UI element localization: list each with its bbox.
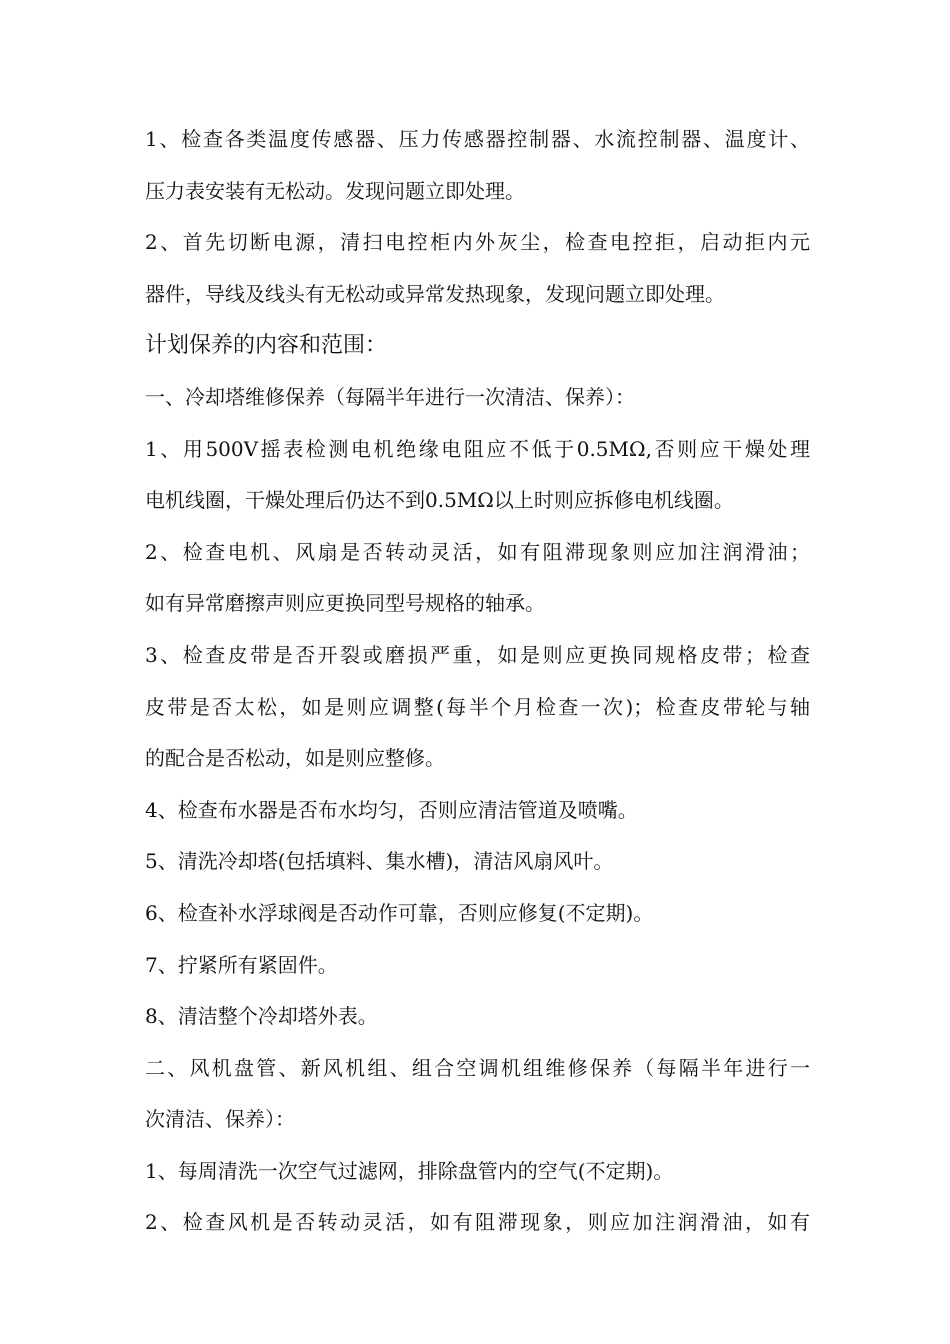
section-heading: 计划保养的内容和范围：: [145, 333, 388, 359]
paragraph-line: 次清洁、保养）：: [145, 1107, 295, 1132]
paragraph-line: 1、每周清洗一次空气过滤网，排除盘管内的空气(不定期)。: [145, 1158, 674, 1183]
paragraph-line: 1、检查各类温度传感器、压力传感器控制器、水流控制器、温度计、: [145, 127, 810, 151]
paragraph-line: 电机线圈，干燥处理后仍达不到0.5MΩ以上时则应拆修电机线圈。: [145, 488, 734, 513]
paragraph-line: 5、清洗冷却塔(包括填料、集水槽)，清洁风扇风叶。: [145, 849, 614, 874]
paragraph-line: 如有异常磨擦声则应更换同型号规格的轴承。: [145, 591, 545, 616]
paragraph-line: 皮带是否太松，如是则应调整(每半个月检查一次)；检查皮带轮与轴: [145, 694, 810, 719]
paragraph-line: 2、检查电机、风扇是否转动灵活，如有阻滞现象则应加注润滑油；: [145, 539, 810, 564]
paragraph-line: 4、检查布水器是否布水均匀，否则应清洁管道及喷嘴。: [145, 797, 638, 822]
paragraph-line: 3、检查皮带是否开裂或磨损严重，如是则应更换同规格皮带；检查: [145, 642, 810, 667]
paragraph-line: 1、用500V摇表检测电机绝缘电阻应不低于0.5MΩ,否则应干燥处理: [145, 436, 810, 461]
paragraph-line: 一、冷却塔维修保养（每隔半年进行一次清洁、保养）：: [145, 384, 635, 409]
paragraph-line: 2、检查风机是否转动灵活，如有阻滞现象，则应加注润滑油，如有: [145, 1210, 810, 1235]
paragraph-line: 二、风机盘管、新风机组、组合空调机组维修保养（每隔半年进行一: [145, 1055, 810, 1080]
paragraph-line: 压力表安装有无松动。发现问题立即处理。: [145, 178, 525, 203]
paragraph-line: 6、检查补水浮球阀是否动作可靠，否则应修复(不定期)。: [145, 900, 654, 925]
paragraph-line: 2、首先切断电源，清扫电控柜内外灰尘，检查电控拒，启动拒内元: [145, 230, 810, 255]
paragraph-line: 8、清洁整个冷却塔外表。: [145, 1004, 378, 1029]
paragraph-line: 的配合是否松动，如是则应整修。: [145, 746, 445, 771]
paragraph-line: 7、拧紧所有紧固件。: [145, 952, 338, 977]
document-body: [145, 114, 810, 1249]
paragraph-line: 器件，导线及线头有无松动或异常发热现象，发现问题立即处理。: [145, 281, 725, 306]
